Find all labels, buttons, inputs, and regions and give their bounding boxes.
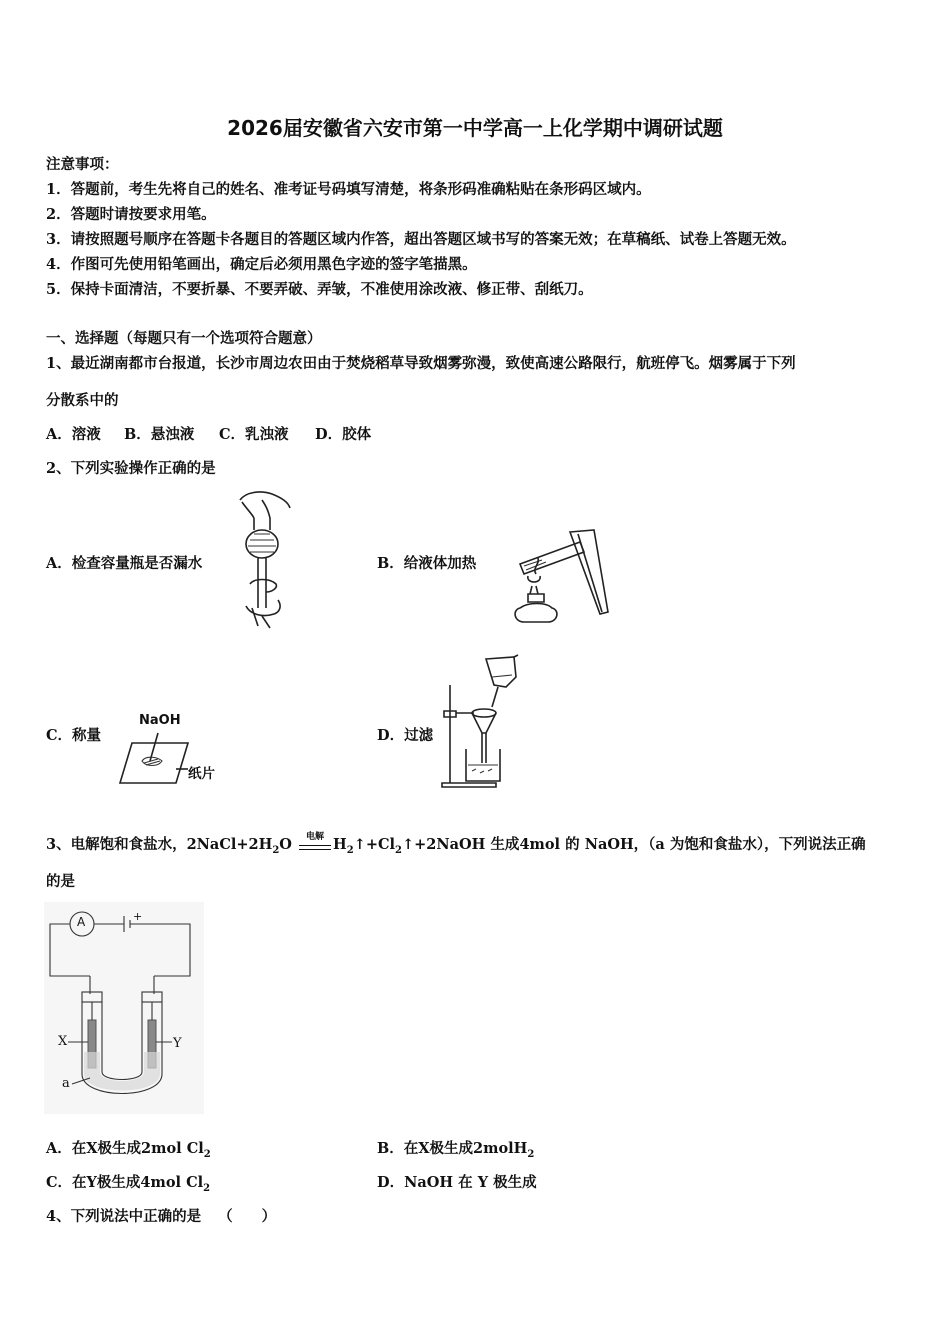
q3-option-a-val: 2mol Cl bbox=[141, 1140, 204, 1157]
q3-eq-right-2-sub: 2 bbox=[395, 844, 402, 856]
q1-option-a: A．溶液 bbox=[46, 426, 101, 443]
q1-option-b: B．悬浊液 bbox=[124, 426, 195, 443]
q4-stem-text: 4、下列说法中正确的是 bbox=[46, 1208, 202, 1225]
q3-eq-left: 2NaCl+2H bbox=[186, 836, 273, 853]
q3-option-c-val: 4mol Cl bbox=[140, 1174, 204, 1191]
q3-eq-right-2: ↑+Cl bbox=[353, 836, 396, 853]
section-heading: 一、选择题（每题只有一个选项符合题意） bbox=[46, 330, 322, 347]
q2-option-c: C．称量 bbox=[46, 727, 102, 744]
notice-item-5: 5．保持卡面清洁，不要折暴、不要弄破、弄皱，不准使用涂改液、修正带、刮纸刀。 bbox=[46, 281, 593, 298]
electrode-x-label: X bbox=[58, 1034, 68, 1049]
notice-heading: 注意事项： bbox=[46, 156, 119, 173]
q3-suffix-a: 生成 bbox=[490, 836, 520, 853]
q2-option-d: D．过滤 bbox=[377, 727, 434, 744]
q3-option-a bbox=[46, 1137, 211, 1160]
q3-option-c-sub: 2 bbox=[203, 1182, 211, 1194]
q3-option-d-end: 极生成 bbox=[493, 1174, 537, 1191]
filtration-figure bbox=[436, 655, 536, 791]
q3-suffix-c: 的 bbox=[565, 836, 580, 853]
q3-option-c bbox=[46, 1171, 210, 1194]
q1-option-c: C．乳浊液 bbox=[219, 426, 289, 443]
q3-suffix-e: ，（ bbox=[633, 836, 656, 853]
q3-suffix-b: 4mol bbox=[519, 836, 561, 853]
electrode-y-label: Y bbox=[173, 1036, 182, 1051]
q3-option-b-sub: 2 bbox=[527, 1148, 535, 1160]
q3-option-c-main: Y bbox=[86, 1174, 97, 1191]
q2-option-b: B．给液体加热 bbox=[377, 555, 477, 572]
q3-option-d-main: NaOH bbox=[404, 1174, 454, 1191]
page-title: 2026届安徽省六安市第一中学高一上化学期中调研试题 bbox=[227, 116, 723, 140]
heating-liquid-figure bbox=[508, 528, 613, 630]
q3-option-d-mid: 在 bbox=[458, 1174, 473, 1191]
q3-option-c-pre: C．在 bbox=[46, 1174, 87, 1191]
q3-suffix-g: 为饱和食盐水），下列说法正确 bbox=[669, 836, 866, 853]
q3-eq-right-1: H bbox=[333, 836, 347, 853]
solution-a-label: a bbox=[62, 1076, 70, 1091]
paper-label: 纸片 bbox=[188, 766, 215, 782]
q3-option-a-sub: 2 bbox=[203, 1148, 211, 1160]
q3-stem-line1 bbox=[46, 833, 866, 856]
q2-stem: 2、下列实验操作正确的是 bbox=[46, 460, 216, 477]
q3-eq-right-3: ↑+2NaOH bbox=[402, 836, 486, 853]
notice-item-3: 3．请按照题号顺序在答题卡各题目的答题区域内作答，超出答题区域书写的答案无效；在草稿纸、试卷上答题无效。 bbox=[46, 231, 796, 248]
q3-option-b bbox=[377, 1137, 534, 1160]
q3-option-a-pre: A．在 bbox=[46, 1140, 87, 1157]
q3-eq-left-sub: 2 bbox=[272, 844, 280, 856]
q3-option-b-main: X bbox=[418, 1140, 430, 1157]
q3-option-b-mid: 极生成 bbox=[429, 1140, 474, 1157]
q3-option-b-val: 2molH bbox=[473, 1140, 528, 1157]
q3-option-d bbox=[377, 1171, 537, 1192]
q3-option-d-y: Y bbox=[477, 1174, 489, 1191]
naoh-label: NaOH bbox=[139, 713, 181, 728]
q3-suffix-d: NaOH bbox=[584, 836, 634, 853]
plus-label: + bbox=[133, 910, 143, 923]
q3-eq-right-1-sub: 2 bbox=[346, 844, 354, 856]
q4-answer-paren: （ ） bbox=[218, 1208, 277, 1225]
q3-prefix: 3、电解饱和食盐水， bbox=[46, 836, 187, 853]
ammeter-label: A bbox=[77, 915, 86, 929]
q3-option-c-mid: 极生成 bbox=[96, 1174, 141, 1191]
q2-option-a: A．检查容量瓶是否漏水 bbox=[46, 555, 203, 572]
q4-stem bbox=[46, 1205, 276, 1226]
q3-eq-condition: 电解 bbox=[305, 832, 324, 842]
q1-option-d: D．胶体 bbox=[315, 426, 372, 443]
notice-item-1: 1．答题前，考生先将自己的姓名、准考证号码填写清楚，将条形码准确粘贴在条形码区域内。 bbox=[46, 181, 651, 198]
q3-suffix-f: a bbox=[655, 836, 665, 853]
q3-option-d-pre: D． bbox=[377, 1174, 405, 1191]
flask-leak-check-figure bbox=[232, 488, 292, 633]
q1-stem-line2: 分散系中的 bbox=[46, 392, 119, 409]
q3-eq-left-end: O bbox=[279, 836, 292, 853]
q3-option-a-mid: 极生成 bbox=[97, 1140, 142, 1157]
notice-item-2: 2．答题时请按要求用笔。 bbox=[46, 206, 216, 223]
q3-eq-arrow bbox=[297, 832, 333, 852]
notice-item-4: 4．作图可先使用铅笔画出，确定后必须用黑色字迹的签字笔描黑。 bbox=[46, 256, 477, 273]
q3-option-b-pre: B．在 bbox=[377, 1140, 419, 1157]
q3-option-a-main: X bbox=[86, 1140, 98, 1157]
q1-stem-line1: 1、最近湖南都市台报道，长沙市周边农田由于焚烧稻草导致烟雾弥漫，致使高速公路限行，航班停飞。烟雾属于下列 bbox=[46, 355, 796, 372]
q3-stem-line2: 的是 bbox=[46, 873, 75, 890]
